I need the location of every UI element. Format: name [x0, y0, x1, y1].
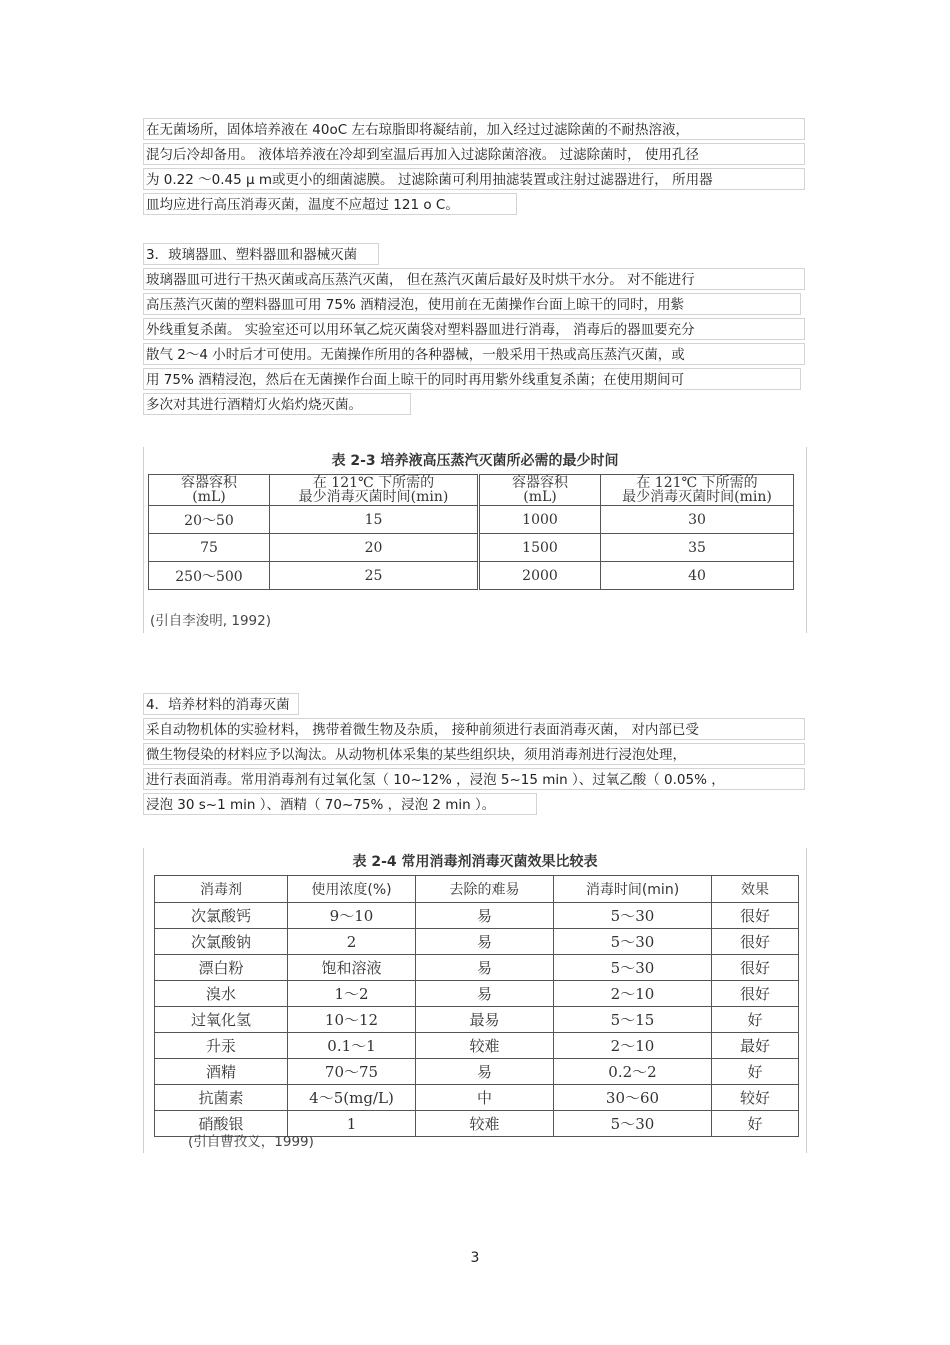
table-row	[155, 1085, 799, 1111]
text-line: 为 0.22 ～0.45 μ m或更小的细菌滤膜。 过滤除菌可利用抽滤装置或注射过滤器进行， 所用器	[143, 168, 805, 190]
table-2-4	[143, 848, 807, 1153]
table-cell: 5～30	[554, 955, 712, 981]
table-row	[155, 1007, 799, 1033]
table-cell: 过氧化氢	[155, 1007, 288, 1033]
text-line: 散气 2～4 小时后才可使用。无菌操作所用的各种器械，一般采用干热或高压蒸汽灭菌，或	[143, 343, 805, 365]
table-cell: 1500	[479, 534, 601, 562]
table-cell: 易	[416, 903, 554, 929]
table-cell: 很好	[712, 929, 799, 955]
header-cell: 使用浓度(%)	[288, 876, 416, 903]
table-cell: 易	[416, 929, 554, 955]
table-cell: 25	[270, 562, 479, 590]
section-heading: 3．玻璃器皿、塑料器皿和器械灭菌	[143, 243, 379, 265]
table-cell: 40	[601, 562, 794, 590]
table-cell: 1～2	[288, 981, 416, 1007]
table-cell: 20	[270, 534, 479, 562]
header-cell: 消毒剂	[155, 876, 288, 903]
table-row	[155, 1033, 799, 1059]
header-cell: 在 121℃ 下所需的 最少消毒灭菌时间(min)	[270, 475, 479, 506]
table-cell: 35	[601, 534, 794, 562]
table-cell: 2	[288, 929, 416, 955]
table-cell: 1	[288, 1111, 416, 1137]
table-cell: 75	[149, 534, 270, 562]
text-line: 皿均应进行高压消毒灭菌，温度不应超过 121 o C。	[143, 193, 517, 215]
table-cell: 较好	[712, 1085, 799, 1111]
table-cell: 9～10	[288, 903, 416, 929]
table-caption: 表 2-3 培养液高压蒸汽灭菌所必需的最少时间	[331, 453, 619, 469]
table-cell: 硝酸银	[155, 1111, 288, 1137]
text-line: 混匀后冷却备用。 液体培养液在冷却到室温后再加入过滤除菌溶液。 过滤除菌时， 使用孔径	[143, 143, 805, 165]
table-cell: 最好	[712, 1033, 799, 1059]
table-row	[155, 981, 799, 1007]
table-cell: 酒精	[155, 1059, 288, 1085]
text-line: 玻璃器皿可进行干热灭菌或高压蒸汽灭菌， 但在蒸汽灭菌后最好及时烘干水分。 对不能进行	[143, 268, 805, 290]
table-cell: 较难	[416, 1111, 554, 1137]
table-cell: 5～15	[554, 1007, 712, 1033]
table-cell: 次氯酸钙	[155, 903, 288, 929]
table-row	[149, 506, 794, 534]
page-number: 3	[470, 1250, 480, 1266]
table-cell: 250～500	[149, 562, 270, 590]
text-line: 多次对其进行酒精灯火焰灼烧灭菌。	[143, 393, 411, 415]
header-cell: 消毒时间(min)	[554, 876, 712, 903]
table-cell: 好	[712, 1111, 799, 1137]
table-2-3	[143, 447, 807, 633]
table-cell: 70～75	[288, 1059, 416, 1085]
sterilization-time-table	[148, 474, 794, 590]
table-header-row	[155, 876, 799, 903]
table-cell: 很好	[712, 955, 799, 981]
table-caption: 表 2-4 常用消毒剂消毒灭菌效果比较表	[352, 854, 598, 870]
header-cell: 效果	[712, 876, 799, 903]
text-line: 在无菌场所，固体培养液在 40oC 左右琼脂即将凝结前，加入经过过滤除菌的不耐热溶液，	[143, 118, 805, 140]
table-row	[149, 534, 794, 562]
text-line: 外线重复杀菌。 实验室还可以用环氧乙烷灭菌袋对塑料器皿进行消毒， 消毒后的器皿要充分	[143, 318, 805, 340]
table-header-row	[149, 475, 794, 506]
table-cell: 中	[416, 1085, 554, 1111]
table-row	[155, 929, 799, 955]
text-line: 进行表面消毒。常用消毒剂有过氧化氢（ 10~12% ，浸泡 5~15 min ）、过氧乙酸（ 0.05% ，	[143, 768, 805, 790]
disinfectant-comparison-table	[154, 875, 799, 1137]
table-cell: 易	[416, 981, 554, 1007]
text-line: 用 75% 酒精浸泡，然后在无菌操作台面上晾干的同时再用紫外线重复杀菌；在使用期间可	[143, 368, 801, 390]
table-cell: 30	[601, 506, 794, 534]
table-cell: 好	[712, 1059, 799, 1085]
table-cell: 15	[270, 506, 479, 534]
text-line: 微生物侵染的材料应予以淘汰。从动物机体采集的某些组织块，须用消毒剂进行浸泡处理，	[143, 743, 805, 765]
table-source: (引自曹孜义，1999)	[188, 1134, 314, 1150]
table-row	[149, 562, 794, 590]
table-cell: 易	[416, 955, 554, 981]
table-cell: 抗菌素	[155, 1085, 288, 1111]
table-cell: 漂白粉	[155, 955, 288, 981]
table-source: (引自李浚明, 1992)	[150, 613, 271, 629]
table-cell: 0.2～2	[554, 1059, 712, 1085]
header-cell: 去除的难易	[416, 876, 554, 903]
table-cell: 很好	[712, 981, 799, 1007]
text-line: 浸泡 30 s~1 min ）、酒精（ 70~75% ，浸泡 2 min ）。	[143, 793, 537, 815]
table-cell: 溴水	[155, 981, 288, 1007]
header-cell: 容器容积 (mL)	[479, 475, 601, 506]
header-cell: 在 121℃ 下所需的 最少消毒灭菌时间(min)	[601, 475, 794, 506]
table-cell: 易	[416, 1059, 554, 1085]
table-cell: 升汞	[155, 1033, 288, 1059]
text-line: 高压蒸汽灭菌的塑料器皿可用 75% 酒精浸泡，使用前在无菌操作台面上晾干的同时，用紫	[143, 293, 801, 315]
table-cell: 10～12	[288, 1007, 416, 1033]
text-line: 采自动物机体的实验材料， 携带着微生物及杂质， 接种前须进行表面消毒灭菌， 对内部已受	[143, 718, 805, 740]
table-cell: 20～50	[149, 506, 270, 534]
table-cell: 好	[712, 1007, 799, 1033]
table-cell: 2～10	[554, 1033, 712, 1059]
table-cell: 饱和溶液	[288, 955, 416, 981]
table-cell: 5～30	[554, 1111, 712, 1137]
section-heading: 4．培养材料的消毒灭菌	[143, 693, 299, 715]
table-cell: 很好	[712, 903, 799, 929]
table-row	[155, 903, 799, 929]
table-body	[155, 903, 799, 1137]
table-cell: 4～5(mg/L)	[288, 1085, 416, 1111]
table-cell: 2～10	[554, 981, 712, 1007]
table-row	[155, 1059, 799, 1085]
table-row	[155, 955, 799, 981]
table-cell: 5～30	[554, 903, 712, 929]
table-cell: 1000	[479, 506, 601, 534]
header-cell: 容器容积 (mL)	[149, 475, 270, 506]
table-cell: 2000	[479, 562, 601, 590]
table-cell: 较难	[416, 1033, 554, 1059]
table-cell: 30～60	[554, 1085, 712, 1111]
table-cell: 最易	[416, 1007, 554, 1033]
table-cell: 0.1～1	[288, 1033, 416, 1059]
table-cell: 次氯酸钠	[155, 929, 288, 955]
table-cell: 5～30	[554, 929, 712, 955]
